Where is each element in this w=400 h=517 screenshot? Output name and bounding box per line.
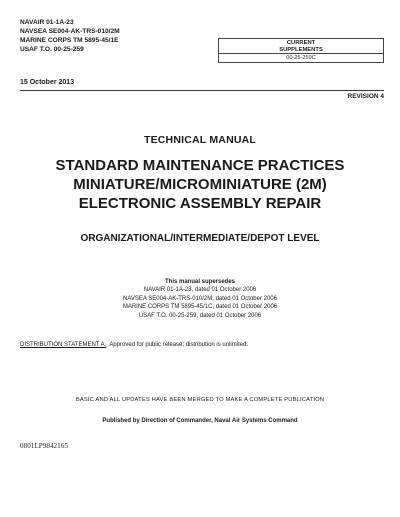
revision-label: REVISION 4: [347, 93, 384, 100]
manual-title: [0, 156, 400, 213]
title-line-2: MINIATURE/MICROMINIATURE (2M): [73, 176, 327, 193]
merged-note: BASIC AND ALL UPDATES HAVE BEEN MERGED TO MAKE A COMPLETE PUBLICATION: [75, 397, 325, 403]
document-code: 0801LP9842165: [20, 442, 68, 450]
current-supplements-box: [218, 38, 384, 63]
published-by: Published by Direction of Commander, Naval Air Systems Command: [102, 418, 298, 424]
maintenance-level: ORGANIZATIONAL/INTERMEDIATE/DEPOT LEVEL: [80, 233, 320, 244]
distribution-text: Approved for public release; distribution is unlimited.: [106, 342, 249, 348]
supplements-header-line2: SUPPLEMENTS: [279, 47, 323, 53]
publication-date: 15 October 2013: [20, 79, 75, 86]
supersedes-block: [0, 278, 400, 320]
supplements-header: [219, 39, 383, 54]
distribution-statement: [20, 342, 248, 348]
title-line-1: STANDARD MAINTENANCE PRACTICES: [55, 157, 345, 174]
marine-corps-id: MARINE CORPS TM 5895-45/1E: [20, 37, 119, 44]
title-line-3: ELECTRONIC ASSEMBLY REPAIR: [78, 195, 322, 212]
technical-manual-heading: TECHNICAL MANUAL: [143, 134, 257, 146]
header-divider: [20, 90, 384, 91]
supersedes-line: NAVAIR 01-1A-23, dated 01 October 2006: [143, 287, 257, 294]
supplements-code: 00-25-259C: [286, 55, 316, 61]
supplements-header-line1: CURRENT: [286, 40, 316, 46]
supersedes-line: USAF T.O. 00-25-259, dated 01 October 2006: [138, 312, 262, 319]
distribution-label: DISTRIBUTION STATEMENT A.: [20, 342, 107, 348]
navsea-id: NAVSEA SE004-AK-TRS-010/2M: [20, 28, 120, 35]
supersedes-lead: This manual supersedes: [164, 279, 236, 285]
supersedes-line: NAVSEA SE004-AK-TRS-010/2M, dated 01 October 2006: [123, 295, 277, 302]
navair-id: NAVAIR 01-1A-23: [20, 19, 74, 26]
publication-identifiers: [20, 18, 120, 54]
supersedes-line: MARINE CORPS TM 5895-45/1C, dated 01 October 2006: [122, 304, 278, 311]
usaf-id: USAF T.O. 00-25-259: [20, 46, 84, 53]
